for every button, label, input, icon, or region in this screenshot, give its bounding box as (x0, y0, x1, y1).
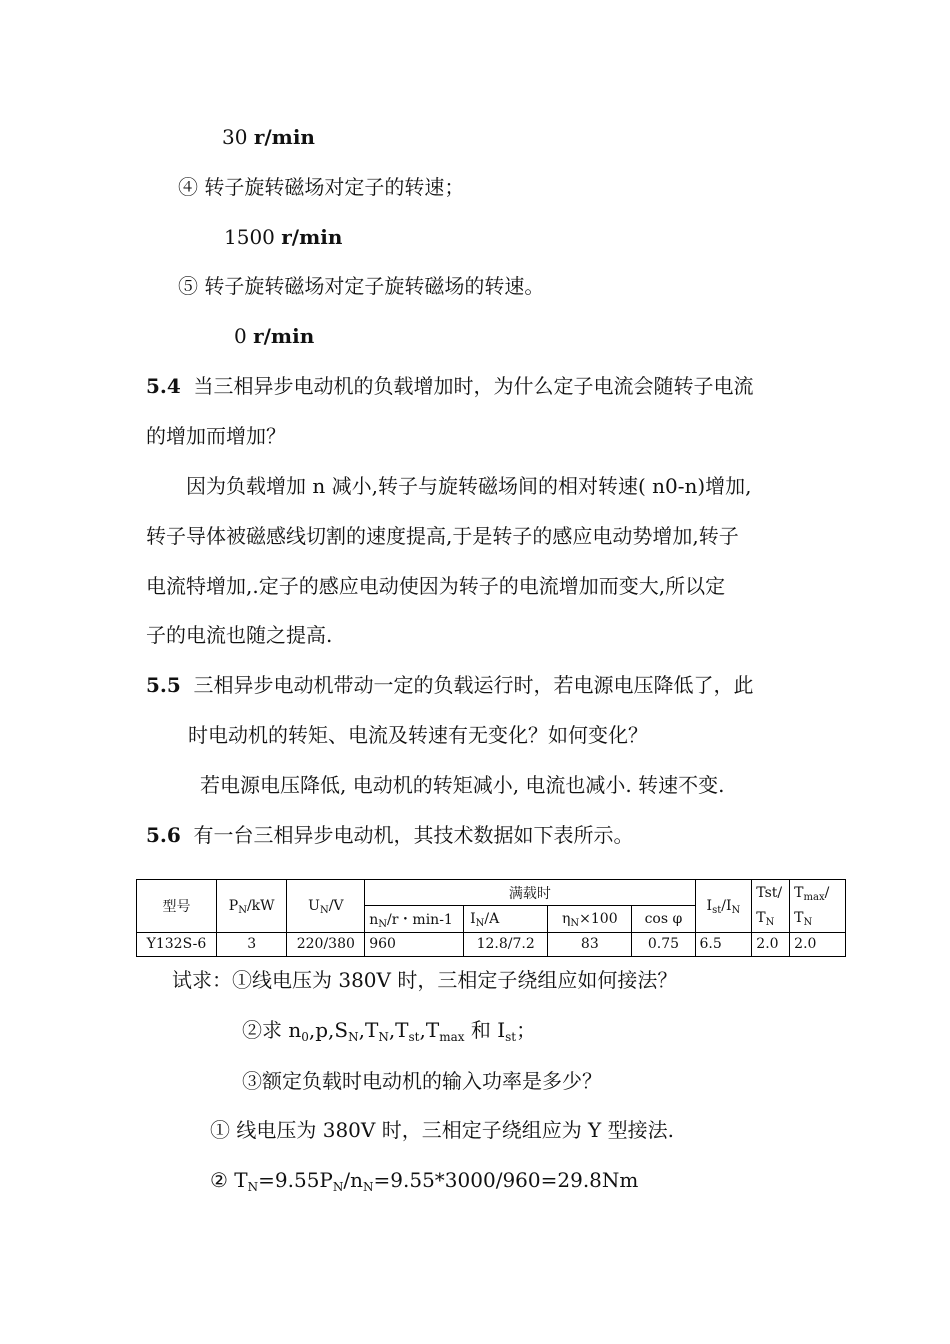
cell-current: 12.8/7.2 (464, 932, 548, 956)
header-speed: $n_N/r$・min-1 (365, 906, 464, 932)
question-5-5: 5.5 三相异步电动机带动一定的负载运行时，若电源电压降低了，此 (146, 673, 754, 697)
question-5-4-cont: 的增加而增加？ (146, 424, 286, 448)
question-5-5-cont: 时电动机的转矩、电流及转速有无变化？如何变化？ (188, 723, 648, 747)
header-power-factor: cos φ (632, 906, 695, 932)
cell-power: 3 (216, 932, 286, 956)
question-5-6: 5.6 有一台三相异步电动机，其技术数据如下表所示。 (146, 823, 634, 847)
header-power: $P_N/kW$ (216, 880, 286, 933)
cell-speed: 960 (365, 932, 464, 956)
header-full-load: 满载时 (365, 880, 695, 906)
item-4-text: ④ 转子旋转磁场对定子的转速； (178, 175, 465, 199)
question-number: 5.4 (146, 374, 181, 398)
cell-tst-tn: 2.0 (752, 932, 790, 956)
cell-ist-in: 6.5 (695, 932, 752, 956)
cell-voltage: 220/380 (287, 932, 365, 956)
question-number: 5.5 (146, 673, 181, 697)
header-tst-tn: Tst/ $T_N$ (752, 880, 790, 933)
ask-1: 试求：①线电压为 380V 时，三相定子绕组应如何接法？ (172, 968, 678, 992)
cell-efficiency: 83 (548, 932, 632, 956)
header-model: 型号 (137, 880, 217, 933)
table-row (137, 932, 846, 956)
answer-5-4-line4: 子的电流也随之提高. (146, 623, 333, 647)
header-voltage: $U_N/V$ (287, 880, 365, 933)
motor-spec-table (136, 879, 846, 957)
header-efficiency: $\eta_N\times 100$ (548, 906, 632, 932)
answer-1: ① 线电压为 380V 时，三相定子绕组应为 Y 型接法. (210, 1118, 674, 1142)
cell-power-factor: 0.75 (632, 932, 695, 956)
cell-model: Y132S-6 (137, 932, 217, 956)
cell-tmax-tn: 2.0 (790, 932, 846, 956)
answer-5-4-line1: 因为负载增加 n 减小,转子与旋转磁场间的相对转速( n0-n)增加, (186, 474, 752, 498)
answer-5-5: 若电源电压降低, 电动机的转矩减小, 电流也减小. 转速不变. (200, 773, 725, 797)
ask-3: ③额定负载时电动机的输入功率是多少？ (242, 1069, 602, 1093)
answer-5-4-line3: 电流特增加,.定子的感应电动使因为转子的电流增加而变大,所以定 (146, 574, 726, 598)
question-number: 5.6 (146, 823, 181, 847)
header-ist-in: $I_{st}/I_N$ (695, 880, 752, 933)
header-tmax-tn: $T_{max}/$ $T_N$ (790, 880, 846, 933)
header-current: $I_N/A$ (464, 906, 548, 932)
question-5-4: 5.4 当三相异步电动机的负载增加时，为什么定子电流会随转子电流 (146, 374, 754, 398)
speed-value-30: 30 r/min (222, 125, 315, 149)
answer-5-4-line2: 转子导体被磁感线切割的速度提高,于是转子的感应电动势增加,转子 (146, 524, 739, 548)
answer-2: ② $T_N=9.55P_N/n_N=9.55*3000/960=29.8Nm$ (210, 1168, 639, 1194)
speed-value-1500: 1500 r/min (224, 225, 343, 249)
speed-value-0: 0 r/min (234, 324, 315, 348)
ask-2: ②求 $n_0,p,S_N,T_N,T_{st},T_{max}$ 和 $I_{st}$； (242, 1018, 537, 1044)
item-5-text: ⑤ 转子旋转磁场对定子旋转磁场的转速。 (178, 274, 545, 298)
